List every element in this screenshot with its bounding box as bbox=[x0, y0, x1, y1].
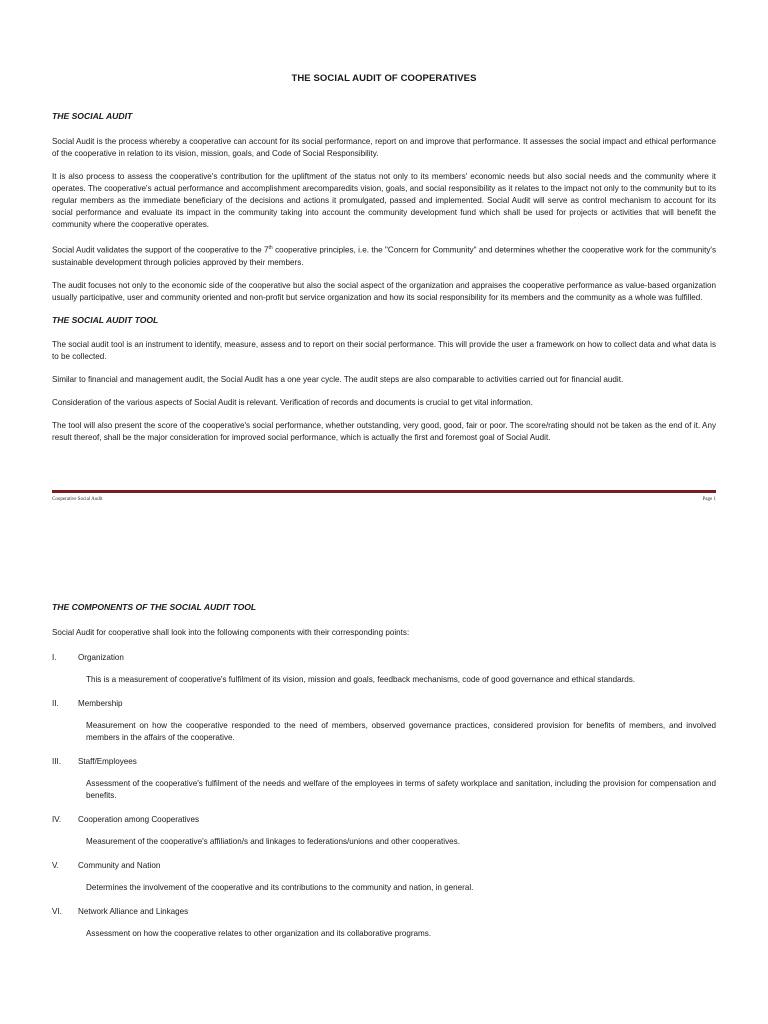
component-description: Assessment on how the cooperative relates to other organization and its collaborative programs. bbox=[86, 929, 432, 938]
component-title: Staff/Employees bbox=[78, 757, 137, 766]
document-title: THE SOCIAL AUDIT OF COOPERATIVES bbox=[291, 73, 477, 84]
component-heading bbox=[52, 815, 716, 824]
component-description: Assessment of the cooperative's fulfilment of the needs and welfare of the employees in terms of safety workplace and sanitation, including the provision for compensation and benefits. bbox=[86, 779, 716, 800]
paragraph: Social Audit for cooperative shall look into the following components with their corresponding points: bbox=[52, 628, 410, 637]
document-page-2 bbox=[0, 512, 768, 1024]
component-item bbox=[52, 653, 716, 686]
section-heading-social-audit-tool: THE SOCIAL AUDIT TOOL bbox=[52, 314, 159, 325]
components-list bbox=[52, 653, 716, 940]
component-item bbox=[52, 815, 716, 848]
page-1-content bbox=[52, 111, 716, 455]
section-heading-components: THE COMPONENTS OF THE SOCIAL AUDIT TOOL bbox=[52, 602, 257, 612]
component-item bbox=[52, 699, 716, 744]
footer-page-number: Page 1 bbox=[702, 497, 716, 502]
component-heading bbox=[52, 861, 716, 870]
paragraph: The audit focuses not only to the economic side of the cooperative but also the social aspect of the organization and appraises the cooperative performance as value-based organization usually participative, user and community oriented and non-profit but service organization and how its social responsibility for its members and the community as a whole was fulfilled. bbox=[52, 280, 716, 302]
component-title: Cooperation among Cooperatives bbox=[78, 815, 200, 824]
component-number: I. bbox=[52, 653, 57, 662]
component-heading bbox=[52, 907, 716, 916]
component-item bbox=[52, 861, 716, 894]
component-description: Measurement on how the cooperative responded to the need of members, observed governance practices, considered provision for benefits of members, and involved members in the affairs of the cooperative. bbox=[86, 721, 716, 742]
component-number: VI. bbox=[52, 907, 62, 916]
paragraph: Similar to financial and management audit, the Social Audit has a one year cycle. The audit steps are also comparable to activities carried out for financial audit. bbox=[52, 374, 624, 384]
component-item bbox=[52, 907, 716, 940]
component-number: III. bbox=[52, 757, 61, 766]
paragraph: The social audit tool is an instrument to identify, measure, assess and to report on their social performance. This will provide the user a framework on how to collect data and what data is to be collected. bbox=[52, 339, 716, 361]
paragraph: Social Audit is the process whereby a cooperative can account for its social performance, report on and improve that performance. It assesses the social impact and ethical performance of the cooperative in relation to its vision, mission, goals, and Code of Social Responsibility. bbox=[52, 137, 716, 158]
component-number: II. bbox=[52, 699, 59, 708]
footer-document-name: Cooperative Social Audit bbox=[52, 497, 103, 502]
page-2-content bbox=[52, 602, 716, 953]
component-title: Organization bbox=[78, 653, 124, 662]
component-description: Measurement of the cooperative's affiliation/s and linkages to federations/unions and other cooperatives. bbox=[86, 837, 460, 846]
paragraph: Social Audit validates the support of the cooperative to the 7th cooperative principles, i.e. the "Concern for Community" and determines whether the cooperative work for the community's sustainable development through policies approved by their members. bbox=[52, 245, 716, 267]
component-title: Community and Nation bbox=[78, 861, 161, 870]
component-heading bbox=[52, 653, 716, 662]
paragraph: It is also process to assess the cooperative's contribution for the upliftment of the status not only to its members' economic needs but also social needs and the community where it operates. The cooperative's actual performance and accomplishment arecomparedits vision, goals, and social responsibility as it relates to the impact not only to the community but to its regular members as the immediate beneficiary of the decisions and actions it promulgated, passed and implemented. Social Audit will serve as control mechanism to account for its social performance and evaluate its impact in the community taking into account the community development fund which shall be used for projects or activities that will benefit the community where the cooperative operates. bbox=[52, 172, 716, 229]
component-description: Determines the involvement of the cooperative and its contributions to the community and nation, in general. bbox=[86, 883, 474, 892]
paragraph: Consideration of the various aspects of Social Audit is relevant. Verification of records and documents is crucial to get vital information. bbox=[52, 397, 533, 407]
paragraph: The tool will also present the score of the cooperative's social performance, whether outstanding, very good, good, fair or poor. The score/rating should not be taken as the end of it. Any result thereof, shall be the major consideration for improved social performance, which is actually the first and foremost goal of Social Audit. bbox=[52, 420, 716, 442]
component-number: V. bbox=[52, 861, 59, 870]
component-title: Network Alliance and Linkages bbox=[78, 907, 189, 916]
component-title: Membership bbox=[78, 699, 123, 708]
footer-divider bbox=[52, 490, 716, 493]
component-heading bbox=[52, 757, 716, 766]
component-number: IV. bbox=[52, 815, 62, 824]
component-heading bbox=[52, 699, 716, 708]
section-heading-social-audit: THE SOCIAL AUDIT bbox=[52, 111, 133, 121]
component-item bbox=[52, 757, 716, 802]
component-description: This is a measurement of cooperative's fulfilment of its vision, mission and goals, feedback mechanisms, code of good governance and ethical standards. bbox=[86, 675, 636, 684]
